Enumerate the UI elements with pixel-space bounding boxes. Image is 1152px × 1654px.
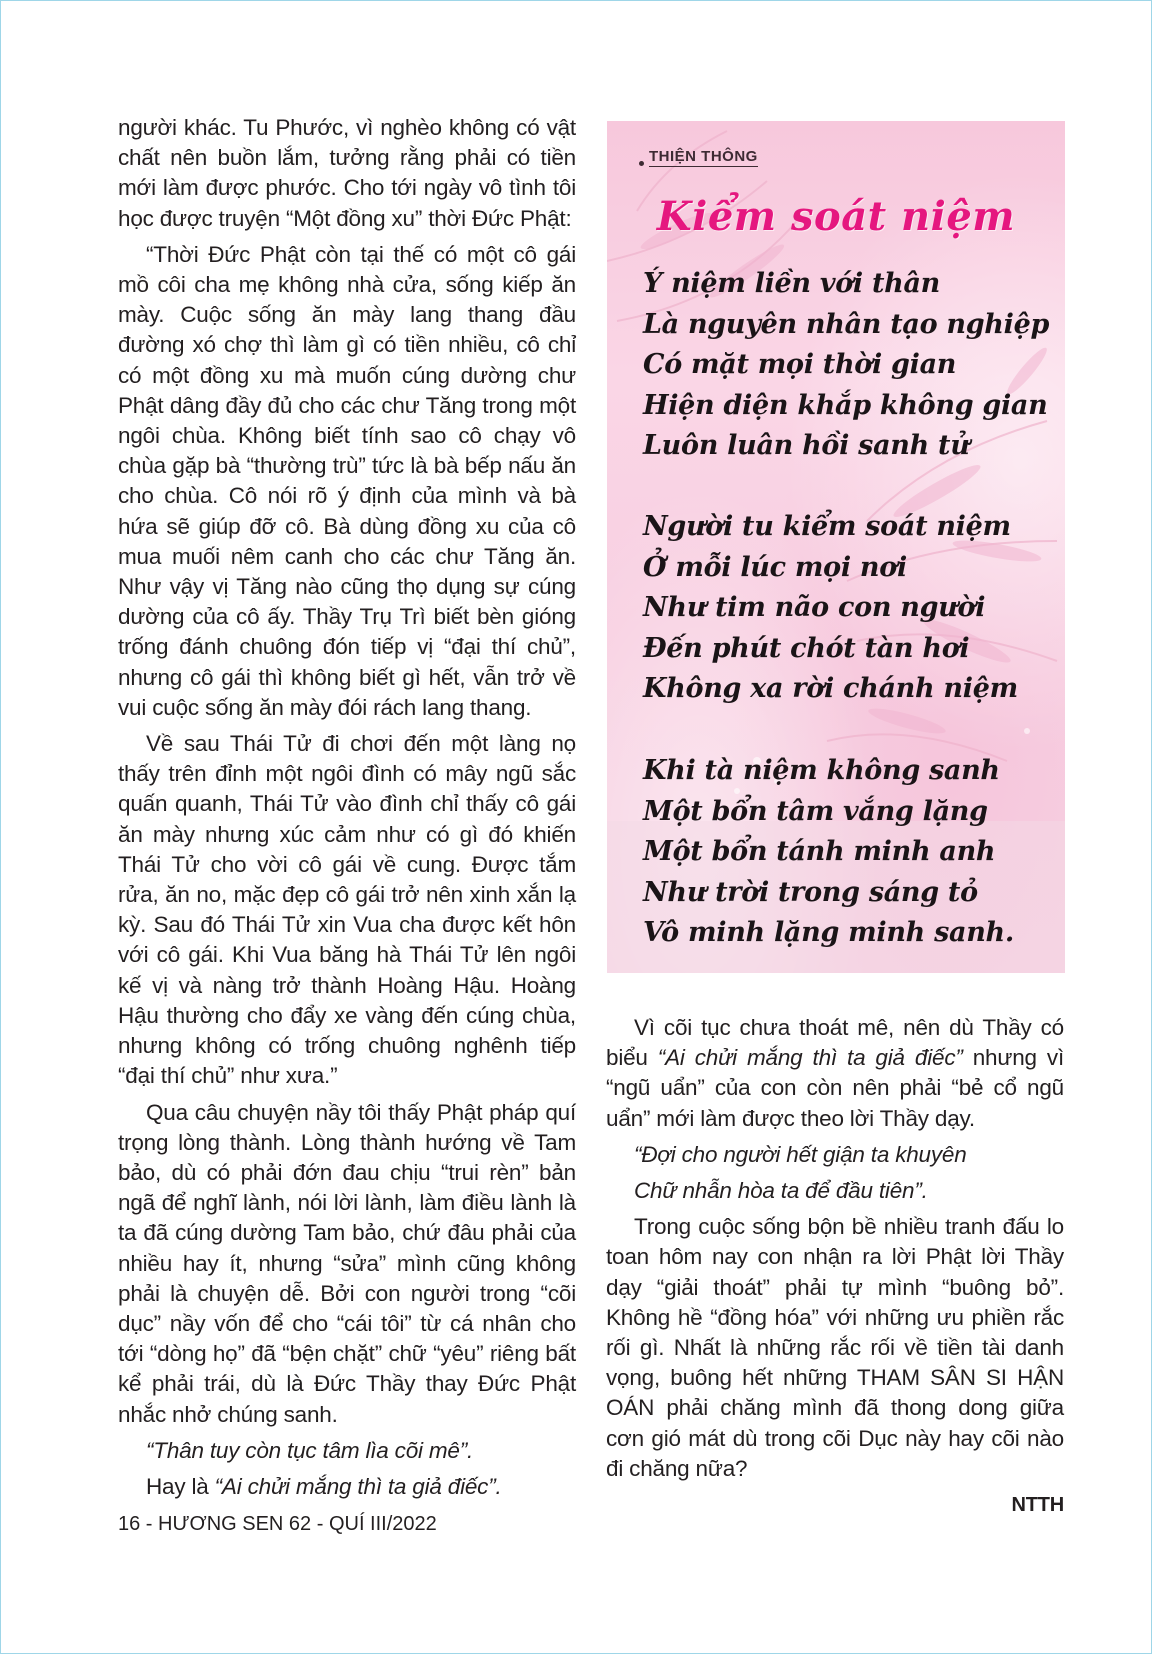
signature: NTTH bbox=[1011, 1494, 1064, 1517]
poem-line: Vô minh lặng minh sanh. bbox=[643, 917, 1014, 948]
author-bullet bbox=[639, 161, 644, 166]
poem-line: Là nguyên nhân tạo nghiệp bbox=[643, 308, 1050, 340]
left-text-column bbox=[118, 113, 576, 1508]
poem-stanza-3 bbox=[643, 751, 1014, 954]
right-text-column bbox=[606, 1013, 1064, 1520]
paragraph-tail: nhưng vì “ngũ uẩn” của con còn nên phải “bẻ cổ ngũ uẩn” mới làm được theo lời Thầy dạy. bbox=[606, 1045, 1065, 1131]
poem-line: Hiện diện khắp không gian bbox=[643, 389, 1048, 421]
poem-title: Kiểm soát niệm bbox=[656, 193, 1016, 240]
poem-line: Ở mỗi lúc mọi nơi bbox=[643, 551, 907, 583]
poem-line: Có mặt mọi thời gian bbox=[643, 349, 957, 380]
poem-line: Một bổn tâm vắng lặng bbox=[643, 795, 988, 827]
page-footer: 16 - HƯƠNG SEN 62 - QUÍ III/2022 bbox=[118, 1513, 437, 1535]
paragraph-lead: Hay là bbox=[146, 1473, 215, 1499]
poem-stanza-2 bbox=[643, 507, 1018, 710]
paragraph: Qua câu chuyện nầy tôi thấy Phật pháp quí trọng lòng thành. Lòng thành hướng về Tam bảo, dù có phải đớn đau chịu “trui rèn” bản ngã để nghĩ lành, nói lời lành, làm điều lành là ta đã cúng dường Tam bảo, chứ đâu phải của nhiều hay ít, nhưng “sửa” mình cũng không phải là chuyện dễ. Bởi con người trong “cõi dục” nầy vốn để cho “cái tôi” từ cá nhân cho tới “dòng họ” đã “bện chặt” chữ “yêu” riêng bất kể phải trái, dù là Đức Thầy thay Đức Phật nhắc nhở chúng sanh. bbox=[118, 1099, 576, 1427]
paragraph: “Thời Đức Phật còn tại thế có một cô gái mồ côi cha mẹ không nhà cửa, sống kiếp ăn mày. Cuộc sống ăn mày lang thang đầu đường xó chợ thì làm gì có tiền nhiều, cô chỉ có một đồng xu mà muốn cúng dường chư Phật dâng đầy đủ cho các chư Tăng trong một ngôi chùa. Không biết tính sao cô chạy vô chùa gặp bà “thường trù” tức là bà bếp nấu ăn cho chùa. Cô nói rõ ý định của mình và bà hứa sẽ giúp đỡ cô. Bà dùng đồng xu của cô mua muối nêm canh cho các chư Tăng ăn. Như vậy vị Tăng nào cũng thọ dụng sự cúng dường của cô ấy. Thầy Trụ Trì biết bèn gióng trống đánh chuông đón tiếp vị “đại thí chủ”, nhưng cô gái thì không biết gì hết, vẫn trở về vui cuộc sống ăn mày đói rách lang thang. bbox=[118, 241, 576, 720]
poem-line: Như trời trong sáng tỏ bbox=[643, 876, 978, 908]
quote-inline: “Ai chửi mắng thì ta giả điếc” bbox=[657, 1045, 963, 1071]
poem-line: Một bổn tánh minh anh bbox=[643, 836, 996, 867]
poem-line: Đến phút chót tàn hơi bbox=[643, 632, 970, 664]
paragraph: Trong cuộc sống bộn bề nhiều tranh đấu lo toan hôm nay con nhận ra lời Phật lời Thầy dạy “giải thoát” phải tự mình “buông bỏ”. Không hề “đồng hóa” với những ưu phiền rắc rối gì. Nhất là những rắc rối về tiền tài danh vọng, buông hết những THAM SÂN SI HẬN OÁN phải chăng mình đã thong dong giữa cơn gió mát dù trong cõi Dục này hay cõi nào đi chăng nữa? bbox=[606, 1214, 1064, 1481]
poem-line: Như tim não con người bbox=[643, 592, 986, 623]
poem-line: Khi tà niệm không sanh bbox=[643, 755, 1000, 786]
paragraph bbox=[118, 1472, 576, 1502]
quote-line: Chữ nhẫn hòa ta để đầu tiên”. bbox=[634, 1178, 928, 1204]
quote-line: “Thân tuy còn tục tâm lìa cõi mê”. bbox=[146, 1437, 474, 1463]
paragraph: Về sau Thái Tử đi chơi đến một làng nọ thấy trên đỉnh một ngôi đình có mây ngũ sắc quấn quanh, Thái Tử vào đình chỉ thấy cô gái ăn mày nhưng xúc cảm như có gì đó khiến Thái Tử cho vời cô gái về cung. Được tắm rửa, ăn no, mặc đẹp cô gái trở nên xinh xắn lạ kỳ. Sau đó Thái Tử xin Vua cha được kết hôn với cô gái. Khi Vua băng hà Thái Tử lên ngôi kế vị và nàng trở thành Hoàng Hậu. Hoàng Hậu thường cho đẩy xe vàng đến cúng chùa, nhưng không có trống chuông nghênh tiếp “đại thí chủ” như xưa.” bbox=[118, 731, 576, 1089]
poem-box bbox=[607, 121, 1065, 973]
poem-line: Không xa rời chánh niệm bbox=[643, 673, 1018, 704]
quote-line: “Đợi cho người hết giận ta khuyên bbox=[634, 1141, 967, 1167]
poem-author: THIỆN THÔNG bbox=[649, 148, 758, 165]
poem-line: Người tu kiểm soát niệm bbox=[643, 511, 1011, 542]
paragraph bbox=[606, 1013, 1064, 1134]
paragraph: người khác. Tu Phước, vì nghèo không có vật chất nên buồn lắm, tưởng rằng phải có tiền mới làm được phước. Cho tới ngày vô tình tôi học được truyện “Một đồng xu” thời Đức Phật: bbox=[118, 115, 576, 231]
poem-stanza-1 bbox=[643, 264, 1049, 467]
quote-inline: “Ai chửi mắng thì ta giả điếc”. bbox=[214, 1473, 502, 1499]
paragraph-lead: Vì cõi tục chưa thoát mê, nên dù Thầy có biểu bbox=[606, 1015, 1064, 1071]
poem-line: Luôn luân hồi sanh tử bbox=[643, 430, 970, 461]
poem-line: Ý niệm liền với thân bbox=[643, 268, 941, 299]
